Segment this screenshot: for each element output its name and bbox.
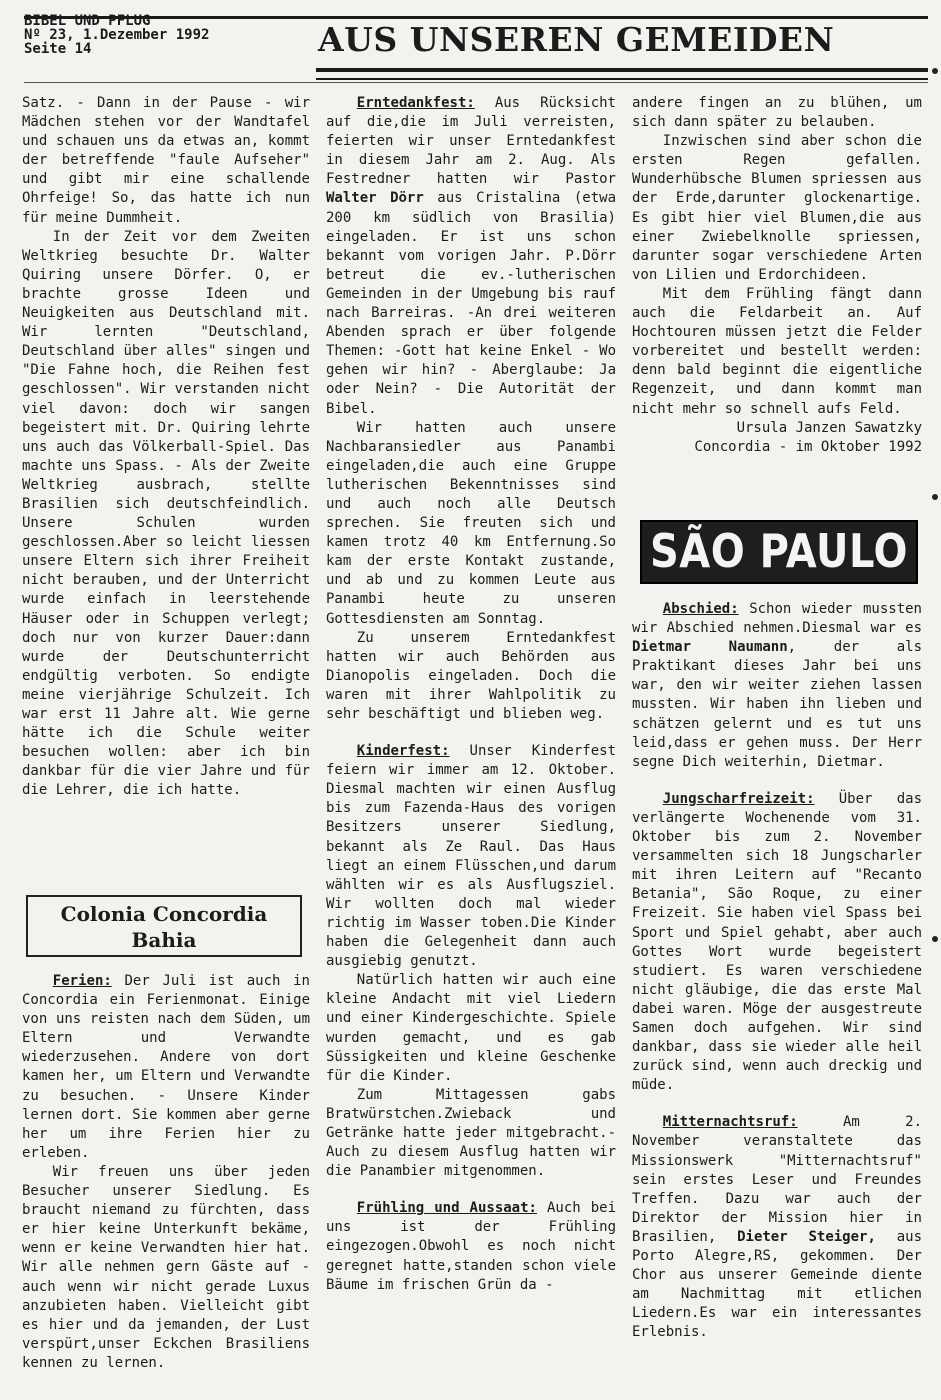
mitternachtsruf-heading: Mitternachtsruf:	[662, 1114, 798, 1131]
erntedank-text: Wir hatten auch unsere Nachbaransiedler aus Panambi eingeladen,die auch eine Gruppe lutherischen Bekenntnisses sind und auch noch alle Deutsch sprechen. Sie freuten sich und kamen trotz 40 km Entfernung.So kam der erste Kontakt zustande, und ab und zu kommen Leute aus Panambi heute zu unseren Gottesdiensten am Sonntag.	[326, 419, 616, 627]
kinderfest-text: Natürlich hatten wir auch eine kleine Andacht mit viel Liedern und einer Kindergeschichte. Spiele wurden gemacht, und es gab Süssigkeiten und kleine Geschenke für die Kinder.	[326, 972, 616, 1084]
punch-hole	[932, 68, 938, 74]
author-name: Ursula Janzen Sawatzky	[736, 419, 922, 436]
section-box-label: SÃO PAULO	[649, 525, 909, 579]
section-box-line: Bahia	[131, 928, 197, 952]
section-box-concordia	[26, 895, 302, 957]
ferien-heading: Ferien:	[52, 973, 112, 989]
kinderfest-heading: Kinderfest:	[356, 743, 450, 760]
column-1-article	[22, 94, 310, 800]
masthead-rule-thin	[316, 78, 928, 80]
fruehling-text: andere fingen an zu blühen, um sich dann später zu belauben.	[632, 95, 922, 131]
column-1-ferien	[22, 972, 310, 1373]
issue-line: Nº 23, 1.Dezember 1992	[24, 27, 210, 43]
column-2	[326, 94, 616, 1295]
punch-hole	[932, 936, 938, 942]
fruehling-text: Inzwischen sind aber schon die ersten Regen gefallen. Wunderhübsche Blumen spriessen aus der Erde,darunter glockenartige. Es gibt hier viel Blumen,die aus einer Zwiebelknolle spriessen, darunter sogar verschiedene Arten von Lilien und Erdorchideen.	[632, 133, 922, 283]
masthead-rule-thick	[316, 68, 928, 72]
ferien-text: Wir freuen uns über jeden Besucher unserer Siedlung. Es braucht niemand zu fürchten, dass er hier keine Unterkunft bekäme, wenn er keine Verwandten hier hat. Wir alle nehmen gern Gäste auf - auch wenn wir nicht gerade Luxus anzubieten haben. Vielleicht gibt es hier und da jemanden, der Lust verspürt,unser Eckchen Brasiliens kennen zu lernen.	[22, 1163, 310, 1371]
article-paragraph: In der Zeit vor dem Zweiten Weltkrieg besuchte Dr. Walter Quiring unsere Dörfer. O, er brachte grosse Ideen und Neuigkeiten aus Deutschland mit. Wir lernten "Deutschland, Deutschland über alles" singen und "Die Fahne hoch, die Reihen fest geschlossen". Wir verstanden nicht viel davon: doch wir sangen begeistert mit. Dr. Quiring lehrte uns auch das Völkerball-Spiel. Das machte uns Spass. - Als der Zweite Weltkrieg ausbrach, stellte Brasilien sich deutschfeindlich. Unsere Schulen wurden geschlossen.Aber so leicht liessen unsere Eltern sich ihrer Freiheit nicht berauben, und der Unterricht wurde einfach in leerstehende Häuser oder in Schuppen verlegt; doch nur von kurzer Dauer:dann wurde der Deutschunterricht endgültig verboten. So endigte meine vierjährige Schulzeit. Ich war erst 11 Jahre alt. Wie gerne hätte ich die Schule weiter besuchen wollen: aber ich bin dankbar für die vier Jahre und für die Lehrer, die ich hatte.	[22, 228, 310, 799]
jungschar-text: Über das verlängerte Wochenende vom 31. Oktober bis zum 2. November versammelten sich 18 Jungscharler mit ihren Leitern auf "Recanto Betania", São Roque, zu einer Freizeit. Sie haben viel Spass bei Sport und Spiel gehabt, aber auch Gottes Wort wurde begeistert studiert. Es waren verschiedene nicht gläubige, die das erste Mal dabei waren. Möge der ausgestreute Samen doch aufgehen. Wir sind dankbar, dass sie wieder alle heil zurück sind, wenn auch dreckig und müde.	[632, 790, 922, 1094]
mitternachtsruf-text: Am 2. November veranstaltete das Missionswerk "Mitternachtsruf" sein erstes Leser und Freundes Treffen. Dazu war auch der Direktor der Mission hier in Brasilien,	[632, 1114, 922, 1245]
fruehling-heading: Frühling und Aussaat:	[356, 1200, 537, 1217]
column-3-top	[632, 94, 922, 457]
publication-name: BIBEL UND PFLUG	[24, 13, 151, 29]
masthead-info	[24, 14, 294, 56]
section-title: AUS UNSEREN GEMEIDEN	[318, 20, 835, 59]
kinderfest-text: Unser Kinderfest feiern wir immer am 12. Oktober. Diesmal machten wir einen Ausflug bis zum Fazenda-Haus des vorigen Besitzers unserer Siedlung, bekannt als Ze Raul. Das Haus liegt an einem Flüsschen,und darum wählten wir es als Ausflugsziel. Wir wollten doch mal wieder richtig im Wasser toben.Die Kinder haben die Gelegenheit dann auch ausgiebig genutzt.	[326, 743, 616, 970]
abschied-heading: Abschied:	[662, 601, 739, 617]
masthead-rule-hairline	[24, 82, 928, 83]
erntedank-heading: Erntedankfest:	[356, 95, 475, 111]
fruehling-text: Auch bei uns ist der Frühling eingezogen.Obwohl es noch nicht geregnet hatte,standen schon viele Bäume im frischen Grün da -	[326, 1200, 616, 1293]
column-3-sao-paulo	[632, 600, 922, 1342]
abschied-text: Schon wieder mussten wir Abschied nehmen.Diesmal war es	[632, 601, 922, 637]
fruehling-text: Mit dem Frühling fängt dann auch die Feldarbeit an. Auf Hochtouren müssen jetzt die Felder vorbereitet und bestellt werden: denn bald beginnt die eigentliche Regenzeit, und dann kommt man nicht mehr so schnell aufs Feld.	[632, 285, 922, 417]
author-place-date: Concordia - im Oktober 1992	[694, 438, 922, 455]
section-box-sao-paulo	[640, 520, 918, 584]
abschied-text: , der als Praktikant dieses Jahr bei uns war, den wir weiter ziehen lassen mussten. Wir haben ihn lieben und schätzen gelernt und es tut uns leid,dass er gehen muss. Der Herr segne Dich weiterhin, Dietmar.	[632, 639, 922, 770]
mitternachtsruf-text: aus Porto Alegre,RS, gekommen. Der Chor aus unserer Gemeinde diente am Nachmittag mit etlichen Liedern.Es war ein interessantes Erlebnis.	[632, 1228, 922, 1341]
ferien-text: Der Juli ist auch in Concordia ein Ferienmonat. Einige von uns reisten nach dem Süden, um Eltern und Verwandte wiederzusehen. Andere von dort kamen her, um Eltern und Verwandte zu besuchen. - Unsere Kinder lernen dort. Sie kommen aber gerne her um ihre Ferien hier zu erleben.	[22, 973, 310, 1161]
erntedank-text: Aus Rücksicht auf die,die im Juli verreisten, feierten wir unser Erntedankfest in diesem Jahr am 2. Aug. Als Festredner hatten wir Pastor	[326, 95, 616, 188]
section-box-line: Colonia Concordia	[60, 902, 268, 926]
article-paragraph: Satz. - Dann in der Pause - wir Mädchen stehen vor der Wandtafel und schauen uns da etwas an, kommt der betreffende "faule Aufseher" und gibt mir eine schallende Ohrfeige! So, das hatte ich nun für meine Dummheit.	[22, 95, 310, 226]
page-number: Seite 14	[24, 41, 92, 57]
person-name: Dietmar Naumann	[632, 639, 788, 656]
erntedank-text: aus Cristalina (etwa 200 km südlich von Brasilia) eingeladen. Er ist uns schon bekannt vom vorigen Jahr. P.Dörr betreut die ev.-lutherischen Gemeinden in der Umgebung bis rauf nach Barreiras. -An drei weiteren Abenden sprach er über folgende Themen: -Gott hat keine Enkel - Wo gehen wir hin? - Aberglaube: Ja oder Nein? - Die Autorität der Bibel.	[326, 190, 616, 417]
punch-hole	[932, 494, 938, 500]
kinderfest-text: Zum Mittagessen gabs Bratwürstchen.Zwieback und Getränke hatte jeder mitgebracht.- Auch zu diesem Ausflug hatten wir die Panambier mitgenommen.	[326, 1086, 616, 1180]
erntedank-text: Zu unserem Erntedankfest hatten wir auch Behörden aus Dianopolis eingeladen. Doch die waren mit ihrer Wahlpolitik zu sehr beschäftigt und blieben weg.	[326, 629, 616, 722]
jungschar-heading: Jungscharfreizeit:	[662, 790, 815, 807]
person-name: Walter Dörr	[326, 190, 424, 207]
person-name: Dieter Steiger,	[737, 1228, 876, 1245]
